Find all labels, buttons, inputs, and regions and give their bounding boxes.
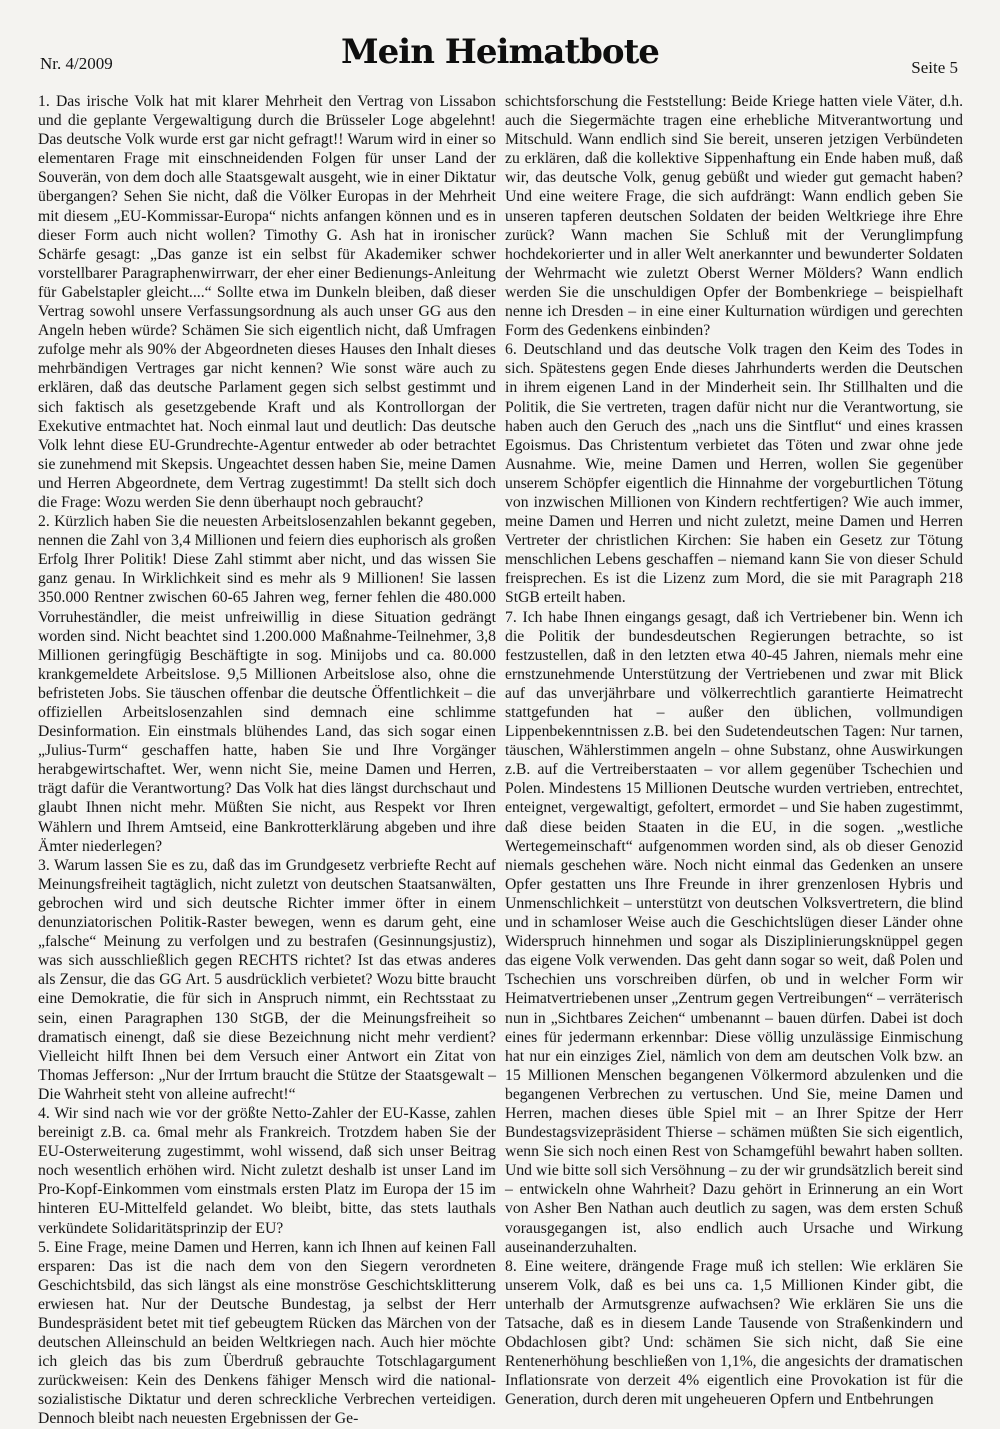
paragraph-5-continued: schichtsforschung die Feststellung: Beide Kriege hatten viele Väter, d.h. auch die Siegermächte tragen eine erhebliche Mitverantwortung und Mitschuld. Wann endlich sind Sie bereit, unseren jetzigen Verbündeten zu erklären, daß die kollektive Sippenhaftung ein Ende haben muß, daß wir, das deutsche Volk, genug gebüßt und wieder gut gemacht haben? Und eine weitere Frage, die sich aufdrängt: Wann endlich geben Sie unseren tapferen deutschen Soldaten der beiden Weltkriege ihre Ehre zurück? Wann machen Sie Schluß mit der Verunglimpfung hochdekorierter und in aller Welt anerkannter und bewunderter Soldaten der Wehrmacht wie zuletzt Oberst Werner Mölders? Wann endlich werden Sie die unschuldigen Opfer der Bombenkriege – beispielhaft nenne ich Dresden – in eine einer Kulturnation würdigen und gerechten Form des Gedenkens einbinden?	[505, 93, 963, 340]
paragraph-4: 4. Wir sind nach wie vor der größte Netto-Zahler der EU-Kasse, zahlen bereinigt z.B. ca. 6mal mehr als Frankreich. Trotzdem haben Sie der EU-Osterweiterung zugestimmt, wohl wissend, daß sich unser Beitrag noch wesentlich erhöhen wird. Nicht zuletzt deshalb ist unser Land im Pro-Kopf-Einkommen vom einstmals ersten Platz im Europa der 15 im hinteren EU-Mittelfeld gelandet. Wo bleibt, bitte, das stets lauthals verkündete Solidaritätsprinzip der EU?	[38, 1104, 496, 1237]
paragraph-5: 5. Eine Frage, meine Damen und Herren, kann ich Ihnen auf keinen Fall ersparen: Das ist die nach dem von den Siegern verordneten Geschichtsbild, das sich längst als eine monströse Geschichtsklitterung erwiesen hat. Nur der Deutsche Bundestag, ja selbst der Herr Bundespräsident betet mit tief gebeugtem Rücken das Märchen von der deutschen Alleinschuld an beiden Weltkriegen nach. Auch hier möchte ich gleich das bis zum Überdruß gebrauchte Totschlagargument zurückweisen: Kein des Denkens fähiger Mensch wird die national-sozialistische Diktatur und deren schreckliche Verbrechen verteidigen. Dennoch bleibt nach neuesten Ergebnissen der Ge-	[38, 1238, 496, 1428]
masthead-title: Mein Heimatbote	[341, 32, 659, 72]
page-number: Seite 5	[911, 58, 958, 77]
paragraph-6: 6. Deutschland und das deutsche Volk tragen den Keim des Todes in sich. Spätestens gegen Ende dieses Jahrhunderts werden die Deutschen in ihrem eigenen Land in der Minderheit sein. Ihr Stillhalten und die Politik, die Sie vertreten, tragen dafür nicht nur die Verantwortung, sie haben auch den Geruch des „nach uns die Sintflut“ und eines krassen Egoismus. Das Christentum verbietet das Töten und zwar ohne jede Ausnahme. Wie, meine Damen und Herren, wollen Sie gegenüber unserem Schöpfer eigentlich die Hinnahme der vorgeburtlichen Tötung von inzwischen Millionen von Kindern rechtfertigen? Wie auch immer, meine Damen und Herren und nicht zuletzt, meine Damen und Herren Vertreter der christlichen Kirchen: Sie haben ein Gesetz zur Tötung menschlichen Lebens geschaffen – niemand kann Sie von dieser Schuld freisprechen. Es ist die Lizenz zum Mord, die sie mit Paragraph 218 StGB erteilt haben.	[505, 341, 963, 607]
paragraph-8: 8. Eine weitere, drängende Frage muß ich stellen: Wie erklären Sie unserem Volk, daß es bei uns ca. 1,5 Millionen Kinder gibt, die unterhalb der Armutsgrenze aufwachsen? Wie erklären Sie uns die Tatsache, daß es in diesem Lande Tausende von Straßenkindern und Obdachlosen gibt? Und: schämen Sie sich nicht, daß Sie eine Rentenerhöhung beschließen von 1,1%, die angesichts der dramatischen Inflationsrate von derzeit 4% eigentlich eine Provokation ist für die Generation, durch deren mit ungeheueren Opfern und Entbehrungen	[505, 1257, 963, 1409]
right-column	[505, 92, 963, 1409]
paragraph-7: 7. Ich habe Ihnen eingangs gesagt, daß ich Vertriebener bin. Wenn ich die Politik der bundesdeutschen Regierungen betrachte, so ist festzustellen, daß in den letzten etwa 40-45 Jahren, niemals mehr eine ernstzunehmende Unterstützung der Vertriebenen und zwar mit Blick auf das unverjährbare und völkerrechtlich garantierte Heimatrecht stattgefunden hat – außer den üblichen, vollmundigen Lippenbekenntnissen z.B. bei den Sudetendeutschen Tagen: Nur tarnen, täuschen, Wählerstimmen angeln – ohne Substanz, ohne Auswirkungen z.B. auf die Vertreiberstaaten – vor allem gegenüber Tschechien und Polen. Mindestens 15 Millionen Deutsche wurden vertrieben, entrechtet, enteignet, vergewaltigt, gefoltert, ermordet – und Sie haben zugestimmt, daß diese beiden Staaten in die EU, in die sogen. „westliche Wertegemeinschaft“ aufgenommen worden sind, als ob dieser Genozid niemals geschehen wäre. Noch nicht einmal das Gedenken an unsere Opfer gestatten uns Ihre Freunde in ihrer grenzenlosen Hybris und Unmenschlichkeit – unterstützt von deutschen Volksvertretern, die blind und in schamloser Weise auch die Geschichtslügen dieser Länder ohne Widerspruch hinnehmen und sogar als Disziplinierungsknüppel gegen das eigene Volk verwenden. Das geht dann sogar so weit, daß Polen und Tschechien uns vorschreiben dürfen, ob und in welcher Form wir Heimatvertriebenen unser „Zentrum gegen Vertreibungen“ – verräterisch nun in „Sichtbares Zeichen“ umbenannt – bauen dürfen. Dabei ist doch eines für jedermann erkennbar: Diese völlig unzulässige Einmischung hat nur ein einziges Ziel, nämlich von dem am deutschen Volk bzw. an 15 Millionen Menschen begangenen Völkermord abzulenken und die begangenen Verbrechen zu vertuschen. Und Sie, meine Damen und Herren, machen dieses üble Spiel mit – an Ihrer Spitze der Herr Bundestagsvizepräsident Thierse – schämen müßten Sie sich eigentlich, wenn Sie sich noch einen Rest von Schamgefühl bewahrt haben sollten. Und wie bitte soll sich Versöhnung – zu der wir grundsätzlich bereit sind – entwickeln ohne Wahrheit? Dazu gehört in Erinnerung an ein Wort von Asher Ben Nathan auch deutlich zu sagen, was dem ersten Schuß vorausgegangen ist, also endlich auch Ursache und Wirkung auseinanderzuhalten.	[505, 608, 963, 1256]
paragraph-2: 2. Kürzlich haben Sie die neuesten Arbeitslosenzahlen bekannt gegeben, nennen die Zahl von 3,4 Millionen und feiern dies euphorisch als großen Erfolg Ihrer Politik! Diese Zahl stimmt aber nicht, und das wissen Sie ganz genau. In Wirklichkeit sind es mehr als 9 Millionen! Sie lassen 350.000 Rentner zwischen 60-65 Jahren weg, ferner fehlen die 480.000 Vorruheständler, die meist unfreiwillig in diese Situation gedrängt worden sind. Nicht beachtet sind 1.200.000 Maßnahme-Teilnehmer, 3,8 Millionen geringfügig Beschäftigte in sog. Minijobs und ca. 80.000 krankgemeldete Arbeitslose. 9,5 Millionen Arbeitslose also, ohne die befristeten Jobs. Sie täuschen offenbar die deutsche Öffentlichkeit – die offiziellen Arbeitslosenzahlen sind demnach eine schlimme Desinformation. Ein einstmals blühendes Land, das sich sogar einen „Julius-Turm“ geschaffen hatte, haben Sie und Ihre Vorgänger herabgewirtschaftet. Wer, wenn nicht Sie, meine Damen und Herren, trägt dafür die Verantwortung? Das Volk hat dies längst durchschaut und glaubt Ihnen nicht mehr. Müßten Sie nicht, aus Respekt vor Ihren Wählern und Ihrem Amtseid, eine Bankrotterklärung abgeben und ihre Ämter niederlegen?	[38, 513, 496, 855]
page-header	[0, 0, 1000, 90]
paragraph-3: 3. Warum lassen Sie es zu, daß das im Grundgesetz verbriefte Recht auf Meinungsfreiheit tagtäglich, nicht zuletzt von deutschen Staatsanwälten, gebrochen wird und sich deutsche Richter immer öfter in einem denunziatorischen Politik-Raster bewegen, wenn es darum geht, eine „falsche“ Meinung zu verfolgen und zu bestrafen (Gesinnungsjustiz), was sich ausschließlich gegen RECHTS richtet? Ist das etwas anderes als Zensur, die das GG Art. 5 ausdrücklich verbietet? Wozu bitte braucht eine Demokratie, die für sich in Anspruch nimmt, ein Rechtsstaat zu sein, einen Paragraphen 130 StGB, der die Meinungsfreiheit so dramatisch einengt, daß sie diese Bezeichnung nicht mehr verdient? Vielleicht hilft Ihnen bei dem Versuch einer Antwort ein Zitat von Thomas Jefferson: „Nur der Irrtum braucht die Stütze der Staatsgewalt – Die Wahrheit steht von alleine aufrecht!“	[38, 856, 496, 1103]
paragraph-1: 1. Das irische Volk hat mit klarer Mehrheit den Vertrag von Lissabon und die geplante Vergewaltigung durch die Brüsseler Loge abgelehnt! Das deutsche Volk wurde erst gar nicht gefragt!! Warum wird in einer so elementaren Frage mit einschneidenden Folgen für unser Land der Souverän, von dem doch alle Staatsgewalt ausgeht, wie in einer Diktatur übergangen? Sehen Sie nicht, daß die Völker Europas in der Mehrheit mit diesem „EU-Kommissar-Europa“ nichts anfangen können und es in dieser Form auch nicht wollen? Timothy G. Ash hat in ironischer Schärfe gesagt: „Das ganze ist ein selbst für Akademiker schwer vorstellbarer Paragraphenwirrwarr, der eher einer Bedienungs-Anleitung für Gabelstapler gleicht....“ Sollte etwa im Dunkeln bleiben, daß dieser Vertrag sowohl unsere Verfassungsordnung als auch unser GG aus den Angeln heben würde? Schämen Sie sich eigentlich nicht, daß Umfragen zufolge mehr als 90% der Abgeordneten dieses Hauses den Inhalt dieses mehrbändigen Vertrages gar nicht kennen? Wie sonst wäre auch zu erklären, daß das deutsche Parlament gegen sich selbst gestimmt und sich faktisch als gesetzgebende Kraft und als Kontrollorgan der Exekutive entmachtet hat. Noch einmal laut und deutlich: Das deutsche Volk lehnt diese EU-Grundrechte-Agentur entweder ab oder betrachtet sie zunehmend mit Skepsis. Ungeachtet dessen haben Sie, meine Damen und Herren Abgeordnete, dem Vertrag zugestimmt! Da stellt sich doch die Frage: Wozu werden Sie denn überhaupt noch gebraucht?	[38, 93, 496, 511]
left-column	[38, 92, 496, 1428]
issue-number: Nr. 4/2009	[40, 54, 113, 73]
